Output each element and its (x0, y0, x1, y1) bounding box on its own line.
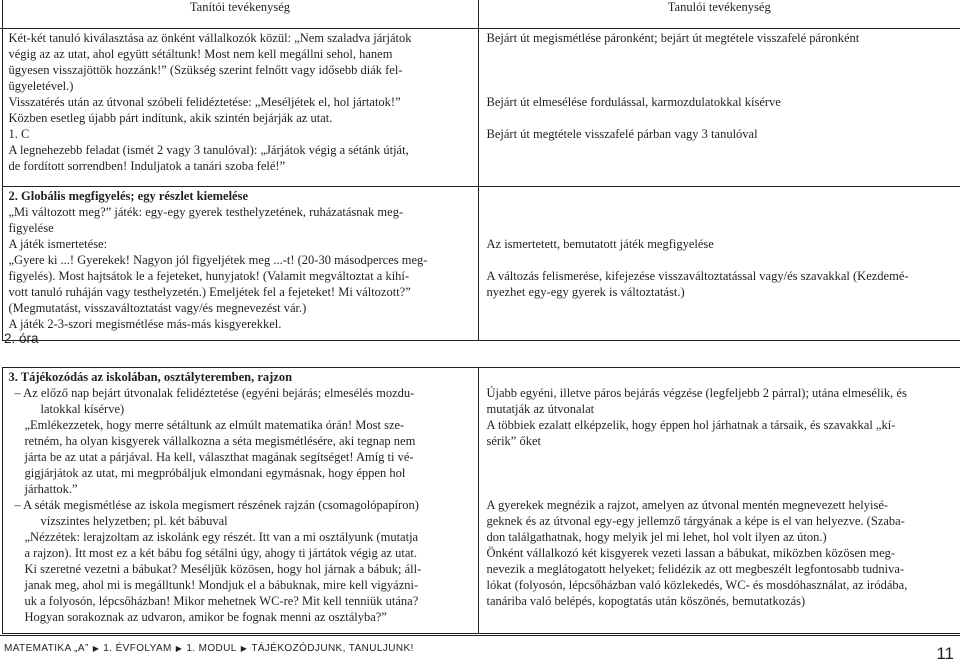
text-line: végig az az utat, ahol együtt sétáltunk! Most nem kell megállni sehol, hanem (8, 47, 393, 61)
text-line: Két-két tanuló kiválasztása az önként vállalkozók közül: „Nem szaladva járjátok (8, 31, 412, 45)
text-line: „Nézzétek: lerajzoltam az iskolánk egy részét. Itt van a mi osztályunk (mutatja (24, 530, 419, 544)
text-line: „Gyere ki ...! Gyerekek! Nagyon jól figyeljétek meg ...-t! (20-30 másodperces meg- (8, 253, 428, 267)
text-line: figyelése (8, 221, 54, 235)
page-number: 11 (936, 644, 954, 663)
text-line: A legnehezebb feladat (ismét 2 vagy 3 tanulóval): „Járjátok végig a sétánk útját, (8, 143, 409, 157)
text-line: A játék ismertetése: (8, 237, 108, 251)
row2-teacher-cell (2, 187, 478, 341)
text-line: nevezik a meglátogatott helyeket; felidézik az ott megbeszélt legfontosabb tudniva- (486, 562, 905, 576)
quote-block (9, 529, 472, 625)
triangle-icon: ▶ (92, 644, 100, 653)
row3-student-cell (478, 368, 960, 634)
text-line: 1. C (8, 127, 30, 141)
text-line: „Emlékezzetek, hogy merre sétáltunk az elmúlt matematika órán! Most sze- (24, 418, 405, 432)
student-activity-header: Tanulói tevékenység (478, 0, 960, 29)
text-line: figyelés). Most hajtsátok le a fejeteket, hunyjatok! (Valamit megváltoztat a kihí- (8, 269, 410, 283)
text-line: A játék 2-3-szori megismétlése más-más kisgyerekkel. (8, 317, 282, 331)
text-line: de fordított sorrendben! Induljatok a tanári szoba felé!” (8, 159, 286, 173)
section-title: 2. Globális megfigyelés; egy részlet kiemelése (8, 189, 249, 203)
text-line: vott tanuló ruháján vagy testhelyzetén.) Emeljétek fel a fejeteket! Mi változott?” (8, 285, 411, 299)
text-line: Újabb egyéni, illetve páros bejárás végzése (legfeljebb 2 párral); utána elmesélik, és (486, 386, 907, 400)
footer-subject: MATEMATIKA „A” (4, 643, 89, 654)
row3-teacher-cell (2, 368, 478, 634)
text-line: Az ismertetett, bemutatott játék megfigyelése (486, 237, 714, 251)
text-line: „Mi változott meg?” játék: egy-egy gyerek testhelyzetének, ruházatásnak meg- (8, 205, 404, 219)
bullet-item: – Az előző nap bejárt útvonalak felidéztetése (egyéni bejárás; elmesélés mozdu- latokkal kísérve) (14, 386, 415, 416)
text-line: A többiek ezalatt elképzelik, hogy éppen hol járhatnak a társaik, és szavakkal „kí- (486, 418, 896, 432)
text-line: lókat (folyosón, lépcsőházban való közlekedés, WC- és mosdóhasználat, az iródába, (486, 578, 908, 592)
triangle-icon: ▶ (240, 644, 248, 653)
text-line: Ki szeretné vezetni a bábukat? Meséljük közösen, hogy hol járnak a bábuk; áll- (24, 562, 422, 576)
quote-block (9, 417, 472, 497)
text-line: ügyesen visszajöttök hozzánk!” (Szükség szerint felnőtt vagy idősebb diák fel- (8, 63, 403, 77)
text-line: járta be az utat a párjával. Ha kell, választhat magának segítséget! Amíg ti vé- (24, 450, 414, 464)
footer-rule (0, 635, 960, 636)
text-line: Bejárt út megtétele visszafelé párban vagy 3 tanulóval (486, 127, 758, 141)
session-divider (2, 341, 960, 368)
text-line: Bejárt út elmesélése fordulással, karmozdulatokkal kísérve (486, 95, 781, 109)
text-line: tanáriba való belépés, kopogtatás után köszönés, bemutatkozás) (486, 594, 806, 608)
text-line: Önként vállalkozó két kisgyerek vezeti lassan a bábukat, miközben közösen meg- (486, 546, 896, 560)
footer-module: 1. MODUL (186, 643, 237, 654)
text-line: uk a folyosón, lépcsőházban! Mikor mehetnek WC-re? Mit kell tenniük utána? (24, 594, 419, 608)
text-line: retném, ha olyan kisgyerek vállalkozna a séta megismétlésére, aki tegnap nem (24, 434, 416, 448)
text-line: gigjárjátok az utat, mi megpróbáljuk elmondani egymásnak, hogy éppen hol (24, 466, 406, 480)
footer-grade: 1. ÉVFOLYAM (103, 643, 172, 654)
triangle-icon: ▶ (175, 644, 183, 653)
text-line: A változás felismerése, kifejezése visszaváltoztatással vagy/és szavakkal (Kezdemé- (486, 269, 909, 283)
row1-teacher-cell (2, 29, 478, 187)
text-line: sérik” őket (486, 434, 541, 448)
section-title: 3. Tájékozódás az iskolában, osztályteremben, rajzon (8, 370, 293, 384)
text-line: mutatják az útvonalat (486, 402, 595, 416)
text-line: Közben esetleg újabb párt indítunk, akik szintén bejárják az utat. (8, 111, 333, 125)
text-line: (Megmutatást, visszaváltoztatást vagy/és megnevezést vár.) (8, 301, 307, 315)
text-line: nyezhet egy-egy gyerek is változtatást.) (486, 285, 685, 299)
text-line: Hogyan sorakoznak az udvaron, amikor be fognak menni az osztályba?” (24, 610, 387, 624)
teacher-activity-header: Tanítói tevékenység (2, 0, 478, 29)
text-line: janak meg, ahol mi is megálltunk! Mondjuk el a bábuknak, mire kell vigyázni- (24, 578, 419, 592)
footer-topic: TÁJÉKOZÓDJUNK, TANULJUNK! (251, 643, 414, 654)
text-line: Bejárt út megismétlése páronként; bejárt út megtétele visszafelé páronként (486, 31, 860, 45)
text-line: A gyerekek megnézik a rajzot, amelyen az útvonal mentén megnevezett helyisé- (486, 498, 889, 512)
text-line: ügyeletével.) (8, 79, 74, 93)
text-line: járhattok.” (24, 482, 78, 496)
text-line: don találgathatnak, hogy melyik jel mi lehet, hol volt ilyen az úton.) (486, 530, 827, 544)
footer (4, 643, 414, 654)
text-line: a rajzon). Itt most ez a két bábu fog sétálni úgy, ahogy ti jártátok végig az utat. (24, 546, 417, 560)
session-label: 2. óra (4, 331, 39, 346)
text-line: Visszatérés után az útvonal szóbeli felidéztetése: „Meséljétek el, hol jártatok!” (8, 95, 401, 109)
row1-student-cell (478, 29, 960, 187)
text-line: geknek és az útvonal egy-egy jellemző tárgyának a képe is el van helyezve. (Szaba- (486, 514, 905, 528)
bullet-item: – A séták megismétlése az iskola megismert részének rajzán (csomagolópapíron) vízszintes helyzetben; pl. két bábuval (14, 498, 419, 528)
row2-student-cell (478, 187, 960, 341)
